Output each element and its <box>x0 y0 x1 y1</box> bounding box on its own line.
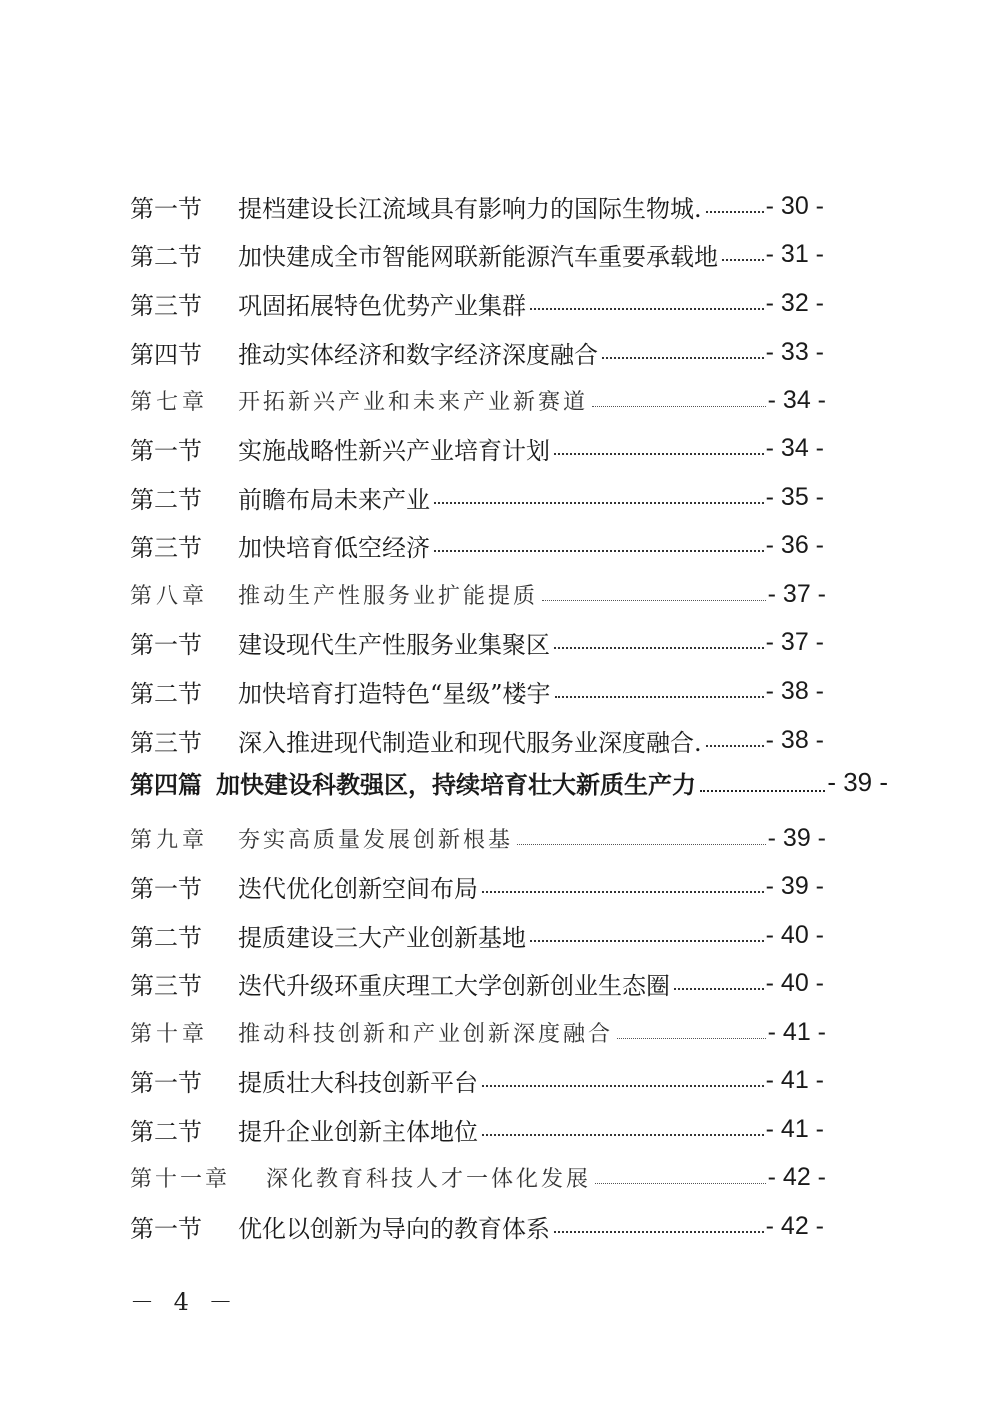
dot-leader <box>482 1084 764 1087</box>
toc-section-entry[interactable] <box>130 332 824 372</box>
toc-entry-page-number: - 39 - <box>827 766 888 797</box>
toc-entry-number: 第三节 <box>130 533 202 562</box>
toc-entry-title: 加快建成全市智能网联新能源汽车重要承载地 <box>238 242 718 271</box>
toc-entry-page-number: - 37 - <box>767 579 826 608</box>
dot-leader <box>592 405 766 407</box>
toc-entry-page-number: - 34 - <box>765 433 824 462</box>
toc-entry-page-number: - 32 - <box>765 288 824 317</box>
toc-entry-title: 提档建设长江流域具有影响力的国际生物城. <box>238 194 702 223</box>
toc-section-entry[interactable] <box>130 866 824 906</box>
dot-leader <box>554 452 764 455</box>
dot-leader <box>674 987 764 990</box>
toc-chapter-entry[interactable] <box>130 1157 826 1197</box>
toc-entry-page-number: - 33 - <box>765 337 824 366</box>
toc-section-entry[interactable] <box>130 428 824 468</box>
toc-entry-page-number: - 39 - <box>767 823 826 852</box>
toc-entry-number: 第一节 <box>130 874 202 903</box>
toc-entry-number: 第一节 <box>130 1068 202 1097</box>
toc-entry-title: 开拓新兴产业和未来产业新赛道 <box>238 389 589 415</box>
toc-section-entry[interactable] <box>130 915 824 955</box>
toc-entry-number: 第一节 <box>130 194 202 223</box>
toc-entry-number: 第三节 <box>130 728 202 757</box>
dot-leader <box>530 307 764 310</box>
toc-entry-page-number: - 31 - <box>765 239 824 268</box>
toc-entry-title: 加快建设科教强区，持续培育壮大新质生产力 <box>216 770 696 799</box>
page-number: － 4 － <box>130 1288 239 1316</box>
dot-leader <box>706 210 764 213</box>
dot-leader <box>700 789 825 792</box>
dot-leader <box>554 1230 764 1233</box>
toc-entry-title: 实施战略性新兴产业培育计划 <box>238 436 550 465</box>
toc-entry-page-number: - 42 - <box>767 1162 826 1191</box>
toc-entry-number: 第四篇 <box>130 770 202 799</box>
dot-leader <box>554 646 764 649</box>
toc-section-entry[interactable] <box>130 283 824 323</box>
dot-leader <box>602 356 764 359</box>
toc-chapter-entry[interactable] <box>130 574 826 614</box>
toc-entry-number: 第十章 <box>130 1021 209 1047</box>
toc-entry-page-number: - 42 - <box>765 1211 824 1240</box>
dot-leader <box>482 1133 764 1136</box>
toc-entry-title: 提质壮大科技创新平台 <box>238 1068 478 1097</box>
dot-leader <box>706 744 764 747</box>
toc-entry-title: 夯实高质量发展创新根基 <box>238 827 514 853</box>
toc-entry-number: 第二节 <box>130 485 202 514</box>
toc-section-entry[interactable] <box>130 622 824 662</box>
toc-entry-number: 第一节 <box>130 630 202 659</box>
toc-entry-title: 深化教育科技人才一体化发展 <box>266 1166 592 1192</box>
toc-entry-title: 推动生产性服务业扩能提质 <box>238 583 539 609</box>
dot-leader <box>542 599 766 601</box>
toc-entry-page-number: - 35 - <box>765 482 824 511</box>
dot-leader <box>722 258 764 261</box>
toc-part-entry[interactable] <box>130 762 888 802</box>
dot-leader <box>617 1037 766 1039</box>
toc-entry-title: 建设现代生产性服务业集聚区 <box>238 630 550 659</box>
toc-entry-number: 第十一章 <box>130 1166 231 1192</box>
toc-entry-title: 推动实体经济和数字经济深度融合 <box>238 340 598 369</box>
toc-section-entry[interactable] <box>130 1206 824 1246</box>
toc-entry-page-number: - 37 - <box>765 627 824 656</box>
toc-chapter-entry[interactable] <box>130 380 826 420</box>
dot-leader <box>434 501 764 504</box>
toc-entry-page-number: - 38 - <box>765 725 824 754</box>
toc-section-entry[interactable] <box>130 671 824 711</box>
toc-entry-title: 提质建设三大产业创新基地 <box>238 923 526 952</box>
toc-entry-title: 加快培育打造特色“星级”楼宇 <box>238 679 551 708</box>
toc-entry-number: 第一节 <box>130 1214 202 1243</box>
dot-leader <box>482 890 764 893</box>
toc-entry-number: 第二节 <box>130 242 202 271</box>
toc-entry-page-number: - 41 - <box>765 1114 824 1143</box>
toc-entry-number: 第八章 <box>130 583 209 609</box>
toc-entry-page-number: - 40 - <box>765 968 824 997</box>
toc-entry-title: 迭代升级环重庆理工大学创新创业生态圈 <box>238 971 670 1000</box>
toc-section-entry[interactable] <box>130 234 824 274</box>
toc-entry-title: 优化以创新为导向的教育体系 <box>238 1214 550 1243</box>
toc-entry-number: 第三节 <box>130 291 202 320</box>
toc-entry-page-number: - 36 - <box>765 530 824 559</box>
toc-entry-title: 迭代优化创新空间布局 <box>238 874 478 903</box>
toc-entry-number: 第三节 <box>130 971 202 1000</box>
toc-section-entry[interactable] <box>130 720 824 760</box>
dot-leader <box>530 939 764 942</box>
toc-section-entry[interactable] <box>130 525 824 565</box>
toc-entry-number: 第一节 <box>130 436 202 465</box>
dot-leader <box>555 695 764 698</box>
toc-entry-title: 深入推进现代制造业和现代服务业深度融合. <box>238 728 702 757</box>
toc-section-entry[interactable] <box>130 186 824 226</box>
toc-entry-page-number: - 41 - <box>767 1017 826 1046</box>
toc-section-entry[interactable] <box>130 1060 824 1100</box>
toc-entry-title: 前瞻布局未来产业 <box>238 485 430 514</box>
toc-entry-number: 第四节 <box>130 340 202 369</box>
dot-leader <box>434 549 764 552</box>
toc-chapter-entry[interactable] <box>130 818 826 858</box>
toc-entry-number: 第九章 <box>130 827 209 853</box>
toc-entry-page-number: - 30 - <box>765 191 824 220</box>
toc-entry-title: 加快培育低空经济 <box>238 533 430 562</box>
toc-entry-title: 推动科技创新和产业创新深度融合 <box>238 1021 614 1047</box>
toc-entry-number: 第二节 <box>130 1117 202 1146</box>
toc-section-entry[interactable] <box>130 1109 824 1149</box>
toc-entry-number: 第二节 <box>130 679 202 708</box>
toc-entry-page-number: - 41 - <box>765 1065 824 1094</box>
dot-leader <box>517 843 766 845</box>
toc-entry-title: 巩固拓展特色优势产业集群 <box>238 291 526 320</box>
toc-entry-page-number: - 40 - <box>765 920 824 949</box>
dot-leader <box>595 1182 766 1184</box>
toc-entry-page-number: - 34 - <box>767 385 826 414</box>
toc-entry-number: 第七章 <box>130 389 209 415</box>
toc-section-entry[interactable] <box>130 477 824 517</box>
toc-entry-page-number: - 38 - <box>765 676 824 705</box>
toc-section-entry[interactable] <box>130 963 824 1003</box>
toc-entry-number: 第二节 <box>130 923 202 952</box>
toc-entry-title: 提升企业创新主体地位 <box>238 1117 478 1146</box>
toc-entry-page-number: - 39 - <box>765 871 824 900</box>
toc-chapter-entry[interactable] <box>130 1012 826 1052</box>
